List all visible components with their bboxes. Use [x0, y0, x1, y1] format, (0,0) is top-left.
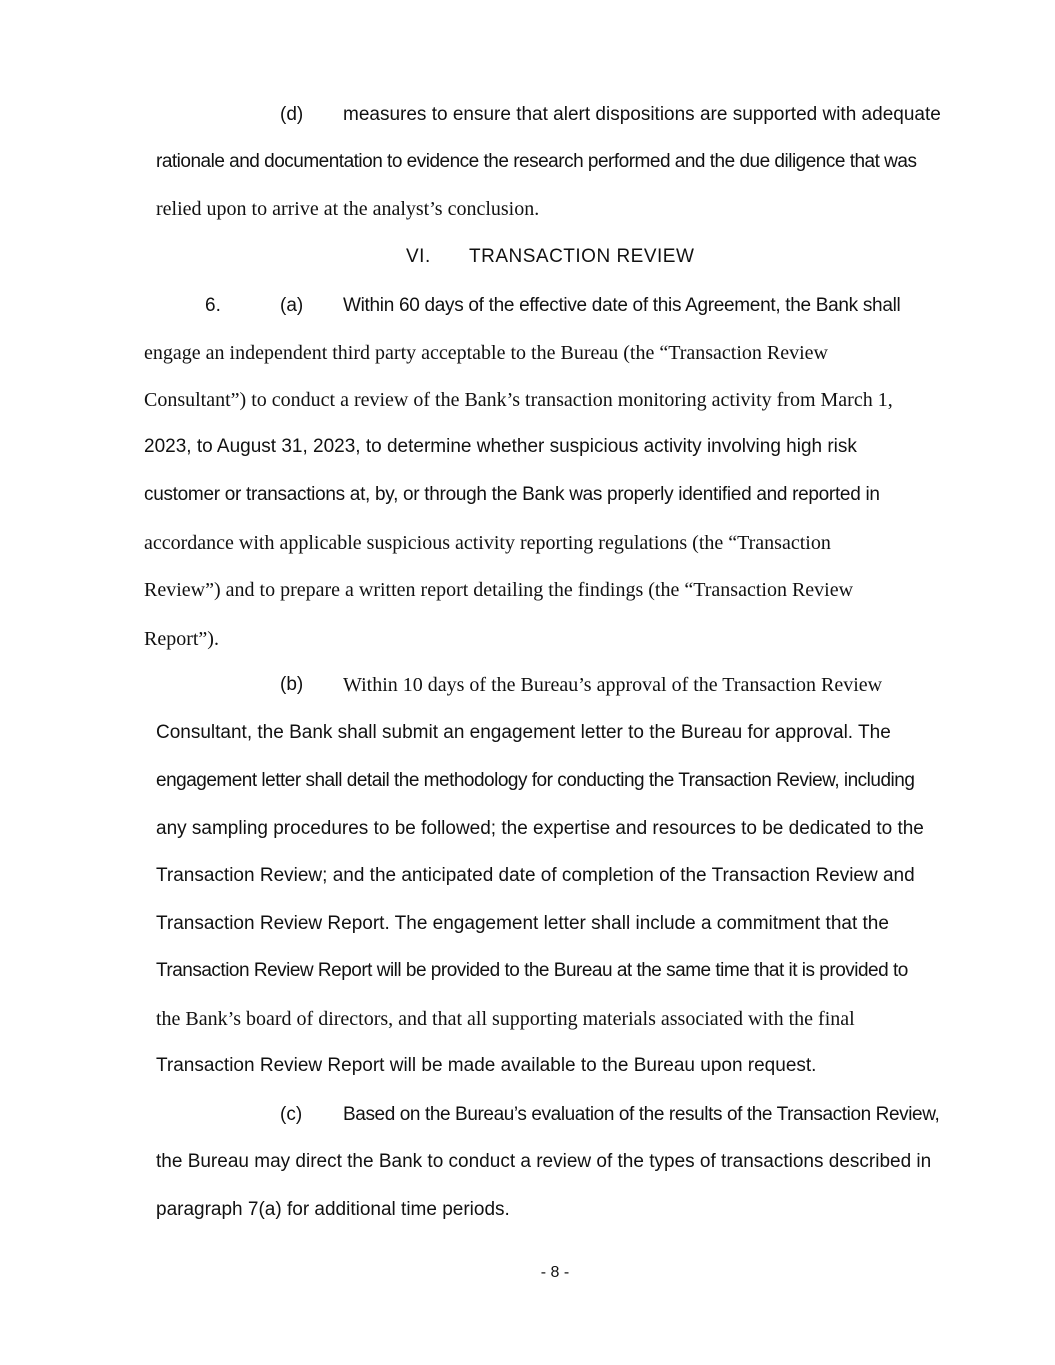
para-6c-line-2: the Bureau may direct the Bank to conduct a review of the types of transactions described in: [156, 1151, 932, 1172]
para-6c-line-1: Based on the Bureau’s evaluation of the results of the Transaction Review,: [343, 1104, 940, 1125]
para-6b-line-8: the Bank’s board of directors, and that all supporting materials associated with the final: [156, 1008, 855, 1030]
para-6b-line-5: Transaction Review; and the anticipated date of completion of the Transaction Review and: [156, 865, 915, 886]
para-5d-line-2: rationale and documentation to evidence the research performed and the due diligence that was: [156, 151, 917, 172]
para-6a-label: (a): [280, 295, 304, 316]
para-6b-line-6: Transaction Review Report. The engagement letter shall include a commitment that the: [156, 913, 889, 934]
para-6a-line-6: accordance with applicable suspicious activity reporting regulations (the “Transaction: [144, 532, 831, 554]
para-6a-line-1: Within 60 days of the effective date of this Agreement, the Bank shall: [343, 295, 901, 316]
para-6-number: 6.: [205, 295, 221, 316]
para-5d-line-1: measures to ensure that alert dispositions are supported with adequate: [343, 104, 941, 125]
para-6a-line-4: 2023, to August 31, 2023, to determine whether suspicious activity involving high risk: [144, 436, 857, 457]
para-6b-line-2: Consultant, the Bank shall submit an engagement letter to the Bureau for approval. The: [156, 722, 891, 743]
para-6c-line-3: paragraph 7(a) for additional time periods.: [156, 1199, 510, 1220]
para-6a-line-8: Report”).: [144, 628, 219, 650]
para-6a-line-2: engage an independent third party acceptable to the Bureau (the “Transaction Review: [144, 342, 829, 364]
page-number: - 8 -: [540, 1264, 570, 1281]
para-6b-line-7: Transaction Review Report will be provided to the Bureau at the same time that it is provided to: [156, 960, 908, 981]
para-6a-line-5: customer or transactions at, by, or through the Bank was properly identified and reported in: [144, 484, 880, 505]
para-6b-line-1: Within 10 days of the Bureau’s approval of the Transaction Review: [343, 674, 883, 696]
para-6a-line-3: Consultant”) to conduct a review of the Bank’s transaction monitoring activity from March 1,: [144, 389, 893, 411]
para-6b-label: (b): [280, 674, 304, 695]
para-6a-line-7: Review”) and to prepare a written report detailing the findings (the “Transaction Review: [144, 579, 854, 601]
para-6b-line-9: Transaction Review Report will be made available to the Bureau upon request.: [156, 1055, 817, 1076]
section-numeral: VI.: [406, 246, 431, 267]
section-title: TRANSACTION REVIEW: [469, 246, 695, 267]
para-6c-label: (c): [280, 1104, 303, 1125]
para-6b-line-3: engagement letter shall detail the methodology for conducting the Transaction Review, including: [156, 770, 915, 791]
para-6b-line-4: any sampling procedures to be followed; the expertise and resources to be dedicated to the: [156, 818, 924, 839]
para-5d-line-3: relied upon to arrive at the analyst’s conclusion.: [156, 198, 540, 220]
para-5d-label: (d): [280, 104, 304, 125]
